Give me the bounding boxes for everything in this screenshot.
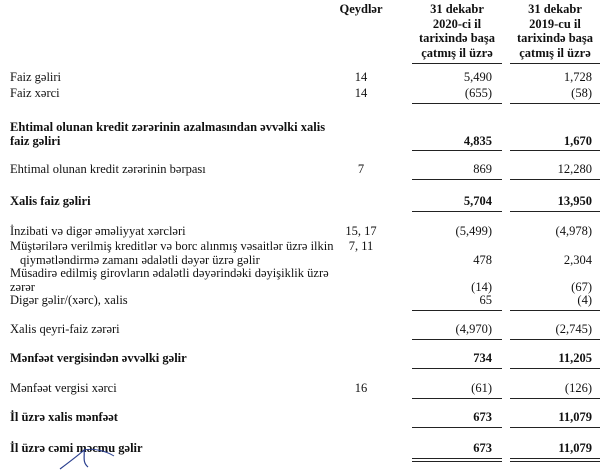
value-2019: (4,978)	[555, 224, 592, 238]
value-2019: (58)	[571, 86, 592, 100]
table-row	[0, 162, 602, 178]
table-row	[0, 266, 602, 296]
table-row	[0, 239, 602, 269]
subtotal-rule	[412, 427, 502, 428]
value-2020: 5,490	[463, 70, 492, 84]
col-2019-header-line: 31 dekabr	[528, 2, 582, 16]
value-2019: (126)	[564, 381, 592, 395]
subtotal-rule	[510, 103, 600, 104]
table-row	[0, 86, 602, 102]
subtotal-rule	[412, 398, 502, 399]
subtotal-rule	[412, 179, 502, 180]
double-rule	[412, 458, 502, 459]
value-2019: 11,079	[558, 441, 592, 455]
value-2020: (5,499)	[455, 224, 492, 238]
subtotal-rule	[412, 310, 502, 311]
table-row	[0, 120, 602, 150]
table-row	[0, 381, 602, 397]
row-label	[10, 266, 329, 294]
subtotal-rule	[510, 211, 600, 212]
value-2019: 12,280	[557, 162, 592, 176]
signature-mark	[54, 448, 144, 470]
col-2019-header-line: çatmış il üzrə	[519, 45, 591, 60]
row-label	[10, 239, 334, 267]
value-2019: 11,205	[558, 351, 592, 365]
subtotal-rule	[510, 398, 600, 399]
row-label-line: qiymətləndirmə zamanı ədalətli dəyər üzrə gəlir	[20, 253, 260, 267]
row-label: İl üzrə xalis mənfəət	[10, 410, 118, 424]
value-2019: (4)	[577, 293, 592, 307]
table-row	[0, 351, 602, 367]
col-2020-header-line: tarixində başa	[418, 31, 496, 45]
value-2020: 5,704	[463, 194, 492, 208]
notes-header-label: Qeydlər	[339, 2, 383, 16]
row-label	[10, 120, 325, 148]
value-2019: 2,304	[563, 253, 592, 267]
col-2019-header-line: tarixində başa	[516, 31, 594, 45]
row-note: 16	[354, 381, 368, 395]
row-note: 14	[354, 86, 368, 100]
value-2020: 4,835	[463, 134, 492, 148]
row-label: Mənfəət vergisi xərci	[10, 381, 117, 395]
value-2020: 673	[473, 410, 492, 424]
row-label: Ehtimal olunan kredit zərərinin bərpası	[10, 162, 206, 176]
value-2020: 478	[473, 253, 492, 267]
col-2019-header-line: 2019-cu il	[529, 16, 581, 31]
row-note: 7, 11	[348, 239, 374, 253]
row-label-line: zərər	[10, 280, 35, 294]
value-2019: (2,745)	[555, 322, 592, 336]
value-2019: 11,079	[558, 410, 592, 424]
subtotal-rule	[412, 103, 502, 104]
value-2019: 1,728	[563, 70, 592, 84]
notes-header	[330, 2, 392, 17]
row-label: Xalis faiz gəliri	[10, 194, 91, 208]
row-label: Xalis qeyri-faiz zərəri	[10, 322, 120, 336]
subtotal-rule	[510, 150, 600, 151]
value-2020: 673	[473, 441, 492, 455]
value-2020: 734	[473, 351, 492, 365]
row-label: İnzibati və digər əməliyyat xərcləri	[10, 224, 186, 238]
table-row	[0, 70, 602, 86]
value-2019: 1,670	[563, 134, 592, 148]
subtotal-rule	[510, 179, 600, 180]
header-rule	[412, 63, 502, 64]
row-label-line: Ehtimal olunan kredit zərərinin azalmasından əvvəlki xalis	[10, 120, 326, 134]
subtotal-rule	[412, 150, 502, 151]
value-2020: 65	[479, 293, 492, 307]
row-note: 7	[357, 162, 365, 176]
row-note: 14	[354, 70, 368, 84]
row-note: 15, 17	[345, 224, 377, 238]
subtotal-rule	[510, 339, 600, 340]
value-2020: 869	[473, 162, 492, 176]
table-row	[0, 322, 602, 338]
value-2019: (67)	[571, 280, 592, 294]
double-rule	[412, 461, 502, 462]
value-2019: 13,950	[557, 194, 592, 208]
table-row	[0, 224, 602, 240]
subtotal-rule	[412, 339, 502, 340]
row-label: Faiz xərci	[10, 86, 60, 100]
subtotal-rule	[510, 427, 600, 428]
col-2020-header-line: 31 dekabr	[430, 2, 484, 16]
row-label-line: Müştərilərə verilmiş kreditlər və borc alınmış vəsaitlər üzrə ilkin	[10, 239, 334, 253]
row-label: Faiz gəliri	[10, 70, 62, 84]
table-row	[0, 410, 602, 426]
table-row	[0, 293, 602, 309]
table-row	[0, 194, 602, 210]
double-rule	[510, 458, 600, 459]
col-2020-header-line: çatmış il üzrə	[421, 45, 493, 60]
value-2020: (61)	[471, 381, 492, 395]
row-label: Digər gəlir/(xərc), xalis	[10, 293, 128, 307]
row-label: Mənfəət vergisindən əvvəlki gəlir	[10, 351, 187, 365]
value-2020: (4,970)	[455, 322, 492, 336]
row-label-line: faiz gəliri	[10, 134, 61, 148]
double-rule	[510, 461, 600, 462]
subtotal-rule	[510, 310, 600, 311]
header-rule	[510, 63, 600, 64]
col-2020-header	[412, 2, 502, 60]
col-2019-header	[510, 2, 600, 60]
col-2020-header-line: 2020-ci il	[432, 16, 482, 31]
subtotal-rule	[412, 211, 502, 212]
value-2020: (14)	[471, 280, 492, 294]
subtotal-rule	[510, 368, 600, 369]
row-label-line: Müsadirə edilmiş girovların ədalətli dəyərindəki dəyişiklik üzrə	[10, 266, 329, 280]
subtotal-rule	[412, 368, 502, 369]
row-label: İl üzrə cəmi məcmu gəlir	[10, 441, 143, 455]
value-2020: (655)	[464, 86, 492, 100]
